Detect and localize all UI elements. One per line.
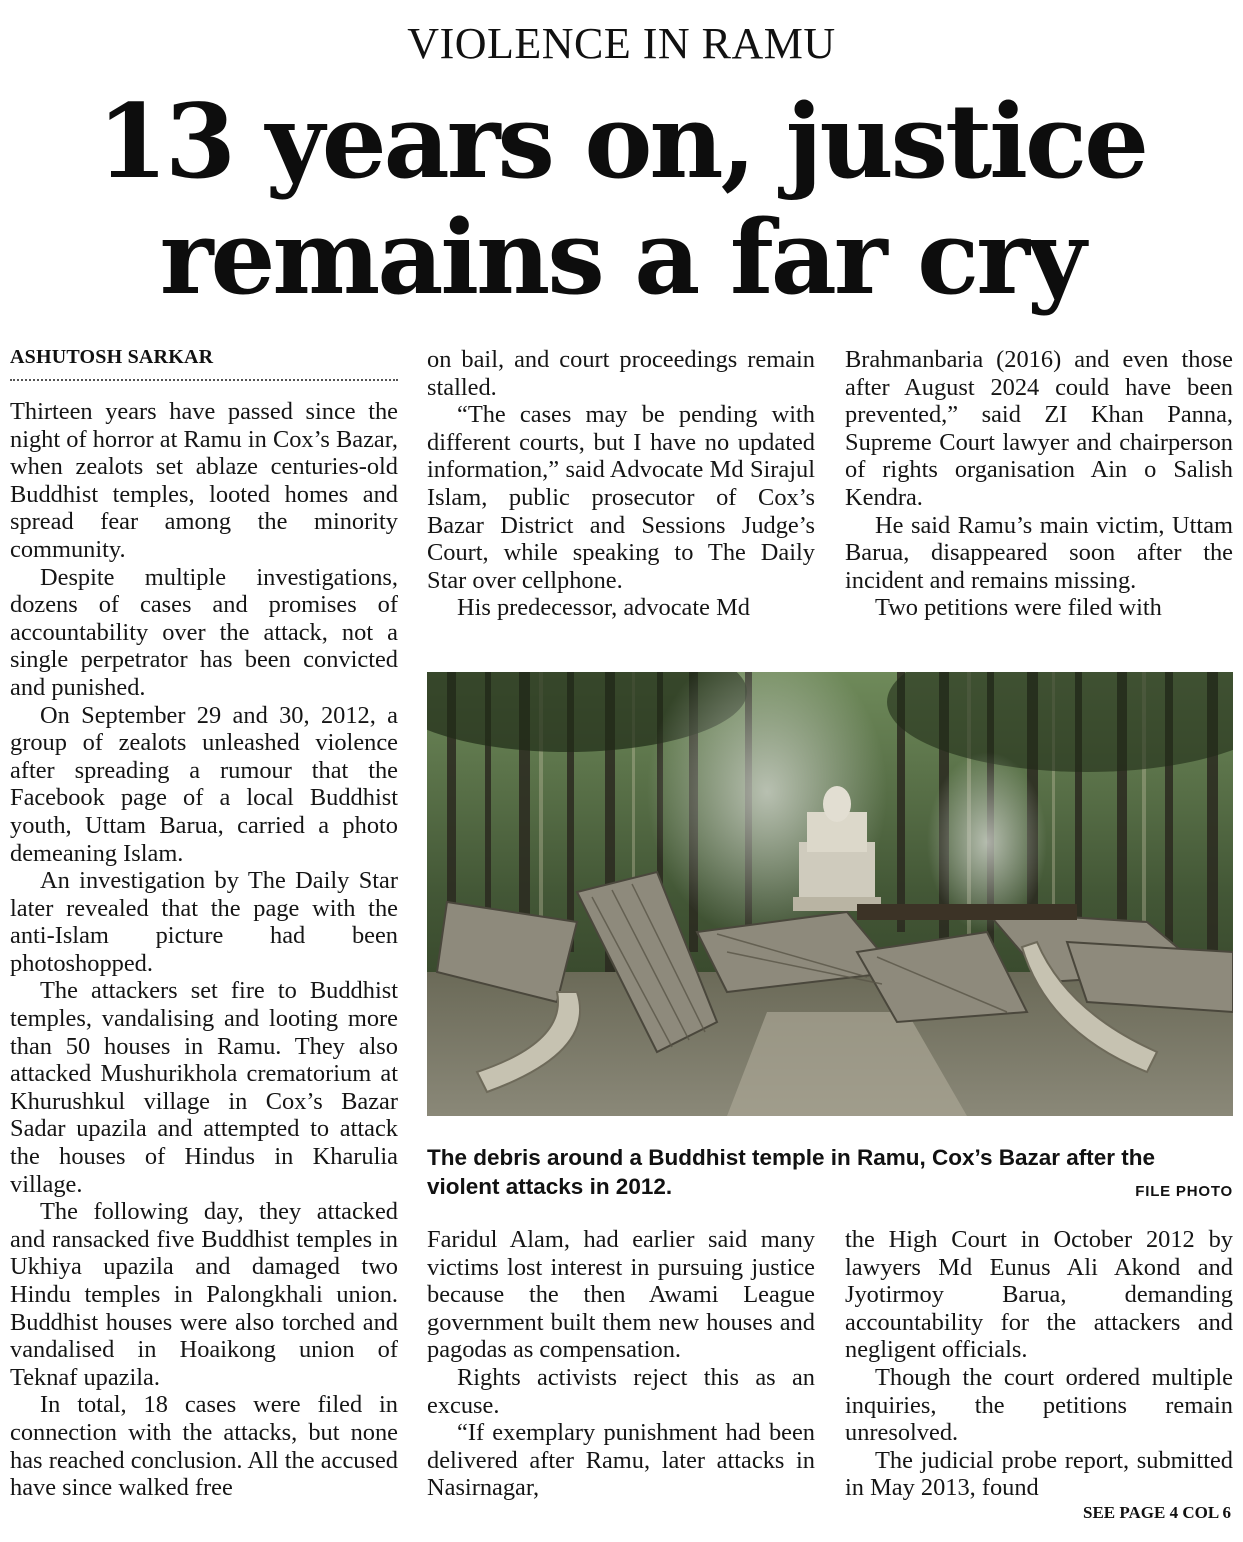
paragraph: “If exemplary punishment had been delivered after Ramu, later attacks in Nasirnagar, — [427, 1419, 815, 1502]
paragraph: Thirteen years have passed since the night of horror at Ramu in Cox’s Bazar, when zealots set ablaze centuries-old Buddhist temples, looted homes and spread fear among the minority community. — [10, 398, 398, 563]
article-column-2-bottom — [427, 1226, 815, 1502]
photo-illustration — [427, 672, 1233, 1116]
paragraph: In total, 18 cases were filed in connection with the attacks, but none has reached conclusion. All the accused have since walked free — [10, 1391, 398, 1502]
paragraph: Despite multiple investigations, dozens of cases and promises of accountability over the attack, not a single perpetrator has been convicted and punished. — [10, 563, 398, 701]
paragraph: The following day, they attacked and ransacked five Buddhist temples in Ukhiya upazila and damaged two Hindu temples in Palongkhali union. Buddhist houses were also torched and vandalised in Hoaikong union of Teknaf upazila. — [10, 1198, 398, 1391]
paragraph: Faridul Alam, had earlier said many victims lost interest in pursuing justice because the then Awami League government built them new houses and pagodas as compensation. — [427, 1226, 815, 1364]
headline-line-1: 13 years on, justice — [97, 82, 1146, 202]
news-photo-temple-debris — [427, 672, 1233, 1116]
byline: ASHUTOSH SARKAR — [10, 346, 398, 381]
section-kicker: VIOLENCE IN RAMU — [407, 19, 836, 68]
headline-line-2: remains a far cry — [159, 198, 1084, 318]
paragraph: The judicial probe report, submitted in May 2013, found — [845, 1446, 1233, 1502]
article-column-3-top — [845, 346, 1233, 622]
paragraph: He said Ramu’s main victim, Uttam Barua, disappeared soon after the incident and remains missing. — [845, 511, 1233, 594]
paragraph: Two petitions were filed with — [875, 594, 1162, 622]
paragraph: The attackers set fire to Buddhist temples, vandalising and looting more than 50 houses in Ramu. They also attacked Mushurikhola crematorium at Khurushkul village in Cox’s Bazar Sadar upazila and attempted to attack the houses of Hindus in Kharulia village. — [10, 977, 398, 1198]
photo-credit: FILE PHOTO — [1135, 1183, 1233, 1200]
paragraph: His predecessor, advocate Md — [457, 594, 750, 622]
headline — [0, 84, 1243, 316]
article-column-1 — [10, 398, 398, 1502]
paragraph: Though the court ordered multiple inquiries, the petitions remain unresolved. — [845, 1363, 1233, 1447]
paragraph: Brahmanbaria (2016) and even those after August 2024 could have been prevented,” said ZI Khan Panna, Supreme Court lawyer and chairperson of rights organisation Ain o Salish Kendra. — [845, 346, 1233, 511]
photo-caption: The debris around a Buddhist temple in Ramu, Cox’s Bazar after the violent attacks in 2012. — [427, 1145, 1156, 1199]
paragraph: on bail, and court proceedings remain stalled. — [427, 346, 815, 401]
paragraph: An investigation by The Daily Star later revealed that the page with the anti-Islam picture had been photoshopped. — [10, 867, 398, 977]
article-column-3-bottom — [845, 1226, 1233, 1502]
paragraph: Rights activists reject this as an excuse. — [427, 1363, 815, 1419]
paragraph: the High Court in October 2012 by lawyers Md Eunus Ali Akond and Jyotirmoy Barua, demanding accountability for the attackers and negligent officials. — [845, 1226, 1233, 1364]
continuation-jump-line: SEE PAGE 4 COL 6 — [1083, 1503, 1231, 1522]
paragraph: “The cases may be pending with different courts, but I have no updated information,” said Advocate Md Sirajul Islam, public prosecutor of Cox’s Bazar District and Sessions Judge’s Court, while speaking to The Daily Star over cellphone. — [427, 401, 815, 594]
paragraph: On September 29 and 30, 2012, a group of zealots unleashed violence after spreading a rumour that the Facebook page of a local Buddhist youth, Uttam Barua, carried a photo demeaning Islam. — [10, 701, 398, 867]
article-column-2-top — [427, 346, 815, 622]
